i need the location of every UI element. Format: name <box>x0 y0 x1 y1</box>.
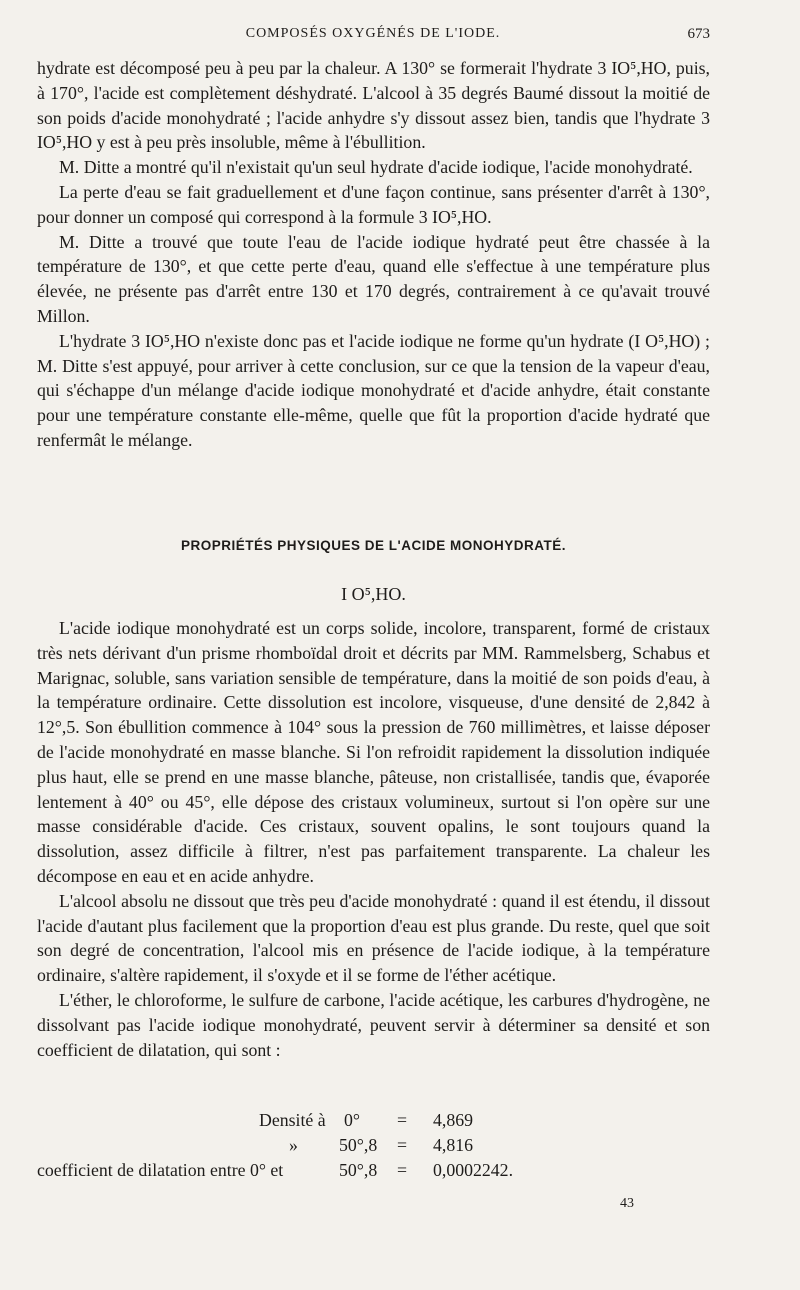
paragraph: M. Ditte a trouvé que toute l'eau de l'acide iodique hydraté peut être chassée à la température de 130°, et que cette perte d'eau, quand elle s'effectue à une température plus élevée, ne présente pas d'arrêt entre 130 et 170 degrés, contrairement à ce qu'avait trouvé Millon. <box>37 231 710 326</box>
row-value: 4,816 <box>433 1134 474 1155</box>
running-head <box>36 26 710 50</box>
row-equals: = <box>397 1110 408 1130</box>
row-label: » <box>289 1134 298 1155</box>
density-dilatation-table <box>37 1108 710 1182</box>
running-title: COMPOSÉS OXYGÉNÉS DE L'IODE. <box>245 26 501 41</box>
section-formula: I O⁵,HO. <box>341 584 406 604</box>
row-temperature: 50°,8 <box>339 1134 378 1155</box>
paragraph: L'hydrate 3 IO⁵,HO n'existe donc pas et l'acide iodique ne forme qu'un hydrate (I O⁵,HO) ; M. Ditte s'est appuyé, pour arriver à cette conclusion, sur ce que la tension de la vapeur d'eau, qui s'échappe d'un mélange d'acide iodique monohydraté et d'acide anhydre, était constante pour une température constante elle-même, quelle que fût la proportion d'acide hydraté que renfermât le mélange. <box>37 330 710 450</box>
page-number: 673 <box>687 26 710 42</box>
table-row <box>37 1158 710 1183</box>
paragraph: L'éther, le chloroforme, le sulfure de carbone, l'acide acétique, les carbures d'hydrogène, ne dissolvant pas l'acide iodique monohydraté, peuvent servir à déterminer sa densité et son coefficient de dilatation, qui sont : <box>37 989 710 1060</box>
row-equals: = <box>397 1134 408 1155</box>
paragraph: L'alcool absolu ne dissout que très peu d'acide monohydraté : quand il est étendu, il dissout l'acide d'autant plus facilement que la proportion d'eau est plus grande. Du reste, quel que soit son degré de concentration, l'alcool mis en présence de l'acide iodique, à la température ordinaire, s'altère rapidement, il s'oxyde et il se forme de l'éther acétique. <box>37 890 710 986</box>
paragraph: hydrate est décomposé peu à peu par la chaleur. A 130° se formerait l'hydrate 3 IO⁵,HO, puis, à 170°, l'acide est complètement déshydraté. L'alcool à 35 degrés Baumé dissout la moitié de son poids d'acide monohydraté ; l'acide anhydre s'y dissout assez bien, tandis que l'hydrate 3 IO⁵,HO y est à peu près insoluble, même à l'ébullition. <box>37 58 710 153</box>
table-row <box>37 1133 710 1158</box>
paragraph: La perte d'eau se fait graduellement et d'une façon continue, sans présenter d'arrêt à 130°, pour donner un composé qui correspond à la formule 3 IO⁵,HO. <box>37 181 710 227</box>
row-temperature: 50°,8 <box>339 1159 378 1180</box>
row-equals: = <box>397 1159 408 1180</box>
paragraph: L'acide iodique monohydraté est un corps solide, incolore, transparent, formé de cristaux très nets dérivant d'un prisme rhomboïdal droit et décrits par MM. Rammelsberg, Schabus et Marignac, soluble, sans variation sensible de température, dans la moitié de son poids d'eau, à la température ordinaire. Cette dissolution est incolore, visqueuse, d'une densité de 2,842 à 12°,5. Son ébullition commence à 104° sous la pression de 760 millimètres, et laisse déposer de l'acide monohydraté en masse blanche. Si l'on refroidit rapidement la dissolution indiquée plus haut, elle se prend en une masse blanche, pâteuse, non cristallisée, tandis que, évaporée lentement à 40° ou 45°, elle dépose des cristaux volumineux, surtout si l'on opère sur une masse considérable d'acide. Ces cristaux, souvent opalins, le sont toujours quand la dissolution, assez difficile à filtrer, n'est pas parfaitement transparente. La chaleur les décompose en eau et en acide anhydre. <box>37 618 710 886</box>
row-temperature: 0° <box>344 1110 361 1130</box>
row-label: coefficient de dilatation entre 0° et <box>37 1159 284 1180</box>
paragraph: M. Ditte a montré qu'il n'existait qu'un seul hydrate d'acide iodique, l'acide monohydraté. <box>59 157 693 178</box>
section-heading: PROPRIÉTÉS PHYSIQUES DE L'ACIDE MONOHYDRATÉ. <box>180 538 566 553</box>
signature-mark: 43 <box>620 1196 634 1211</box>
body-text-bottom <box>37 616 710 1062</box>
row-value: 0,0002242. <box>433 1159 514 1180</box>
row-label: Densité à <box>259 1110 326 1130</box>
table-row <box>37 1108 710 1133</box>
body-text-top <box>37 56 710 453</box>
row-value: 4,869 <box>433 1110 474 1130</box>
